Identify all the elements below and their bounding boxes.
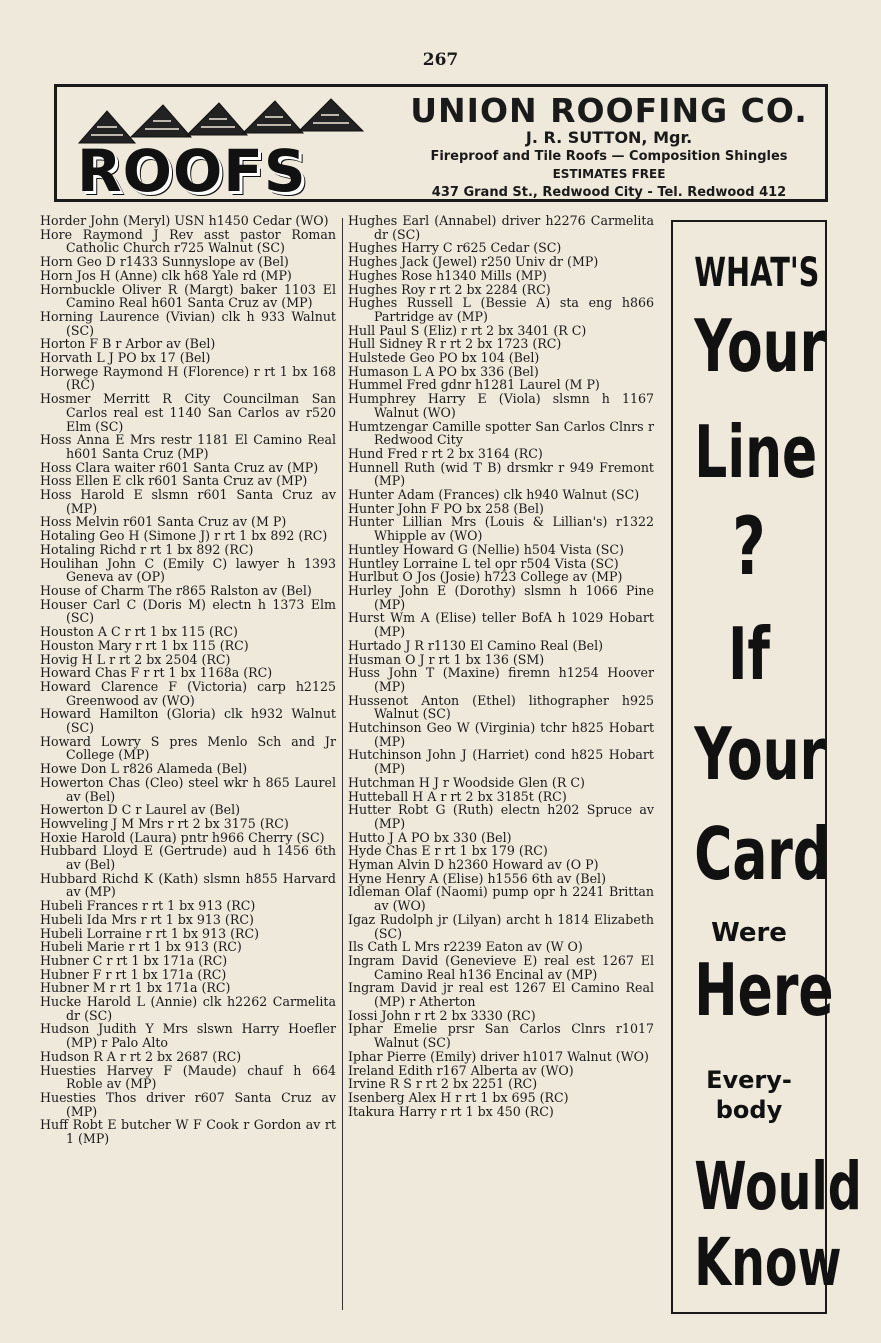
directory-entry: Hussenot Anton (Ethel) lithographer h925 Walnut (SC) (348, 692, 654, 722)
side-ad-word: Your (694, 712, 826, 796)
directory-column-right (348, 214, 654, 1118)
directory-entry: Husman O J r rt 1 bx 136 (SM) (348, 651, 545, 667)
roofs-logo (73, 97, 375, 205)
directory-entry: Horton F B r Arbor av (Bel) (40, 336, 216, 352)
directory-entry: Hoss Harold E slsmn r601 Santa Cruz av (MP) (40, 487, 336, 516)
directory-entry: Hull Sidney R r rt 2 bx 1723 (RC) (348, 336, 562, 352)
page-number: 267 (422, 50, 459, 70)
directory-entry: Huntley Lorraine L tel opr r504 Vista (SC) (348, 555, 619, 571)
directory-entry: Huntley Howard G (Nellie) h504 Vista (SC) (348, 541, 624, 557)
directory-entry: Hoxie Harold (Laura) pntr h966 Cherry (SC) (40, 829, 325, 845)
directory-entry: Hutter Robt G (Ruth) electn h202 Spruce av (MP) (348, 802, 654, 831)
directory-entry: Houston A C r rt 1 bx 115 (RC) (40, 624, 238, 640)
directory-entry: Hubner F r rt 1 bx 171a (RC) (40, 966, 227, 982)
directory-entry: Hutchman H J r Woodside Glen (R C) (348, 774, 585, 790)
directory-entry: Howerton D C r Laurel av (Bel) (40, 802, 241, 818)
directory-entry: Howveling J M Mrs r rt 2 bx 3175 (RC) (40, 815, 289, 831)
directory-entry: Hubeli Lorraine r rt 1 bx 913 (RC) (40, 925, 260, 941)
directory-entry: Humason L A PO bx 336 (Bel) (348, 363, 539, 379)
roofs-logo-text: ROOFS (77, 137, 307, 205)
directory-entry: Hubeli Marie r rt 1 bx 913 (RC) (40, 939, 242, 955)
your-line-ad (671, 220, 862, 1314)
directory-entry: Iphar Pierre (Emily) driver h1017 Walnut (WO) (348, 1048, 649, 1064)
directory-entry: Ils Cath L Mrs r2239 Eaton av (W O) (348, 939, 583, 955)
directory-entry: Hughes Harry C r625 Cedar (SC) (348, 240, 562, 256)
directory-entry: Hovig H L r rt 2 bx 2504 (RC) (40, 651, 231, 667)
directory-entry: Horn Geo D r1433 Sunnyslope av (Bel) (40, 254, 289, 270)
side-ad-word: Here (694, 948, 834, 1032)
directory-entry: Hutto J A PO bx 330 (Bel) (348, 829, 512, 845)
directory-entry: Howard Chas F r rt 1 bx 1168a (RC) (40, 665, 273, 681)
directory-entry: Hughes Roy r rt 2 bx 2284 (RC) (348, 281, 551, 297)
directory-entry: Howerton Chas (Cleo) steel wkr h 865 Laurel av (Bel) (40, 774, 336, 804)
directory-entry: Howard Hamilton (Gloria) clk h932 Walnut (SC) (40, 706, 336, 736)
directory-column-left (40, 214, 336, 1146)
directory-entry: Idleman Olaf (Naomi) pump opr h 2241 Brittan av (WO) (348, 884, 654, 914)
side-ad-word: body (715, 1096, 783, 1124)
side-ad-word: Card (694, 812, 830, 896)
directory-entry: Huff Robt E butcher W F Cook r Gordon av rt 1 (MP) (40, 1117, 336, 1147)
side-ad-word: Know (694, 1224, 842, 1301)
directory-entry: Hunter John F PO bx 258 (Bel) (348, 500, 544, 516)
ad-company-name: UNION ROOFING CO. (410, 91, 808, 130)
directory-entry: Houlihan John C (Emily C) lawyer h 1393 Geneva av (OP) (40, 555, 336, 585)
directory-entry: Hore Raymond J Rev asst pastor Roman Catholic Church r725 Walnut (SC) (40, 226, 336, 256)
directory-entry: Hoss Melvin r601 Santa Cruz av (M P) (40, 514, 287, 530)
directory-entry: Hughes Jack (Jewel) r250 Univ dr (MP) (348, 254, 599, 270)
directory-entry: Hoss Anna E Mrs restr 1181 El Camino Real h601 Santa Cruz (MP) (40, 432, 336, 461)
directory-entry: Hyman Alvin D h2360 Howard av (O P) (348, 857, 599, 873)
directory-entry: Hotaling Richd r rt 1 bx 892 (RC) (40, 541, 254, 557)
ad-address: 437 Grand St., Redwood City - Tel. Redwood 412 (431, 185, 787, 200)
directory-entry: Horwege Raymond H (Florence) r rt 1 bx 168 (RC) (40, 363, 336, 393)
directory-entry: Hulstede Geo PO bx 104 (Bel) (348, 350, 540, 366)
directory-entry: Hurlbut O Jos (Josie) h723 College av (MP) (348, 569, 623, 585)
directory-entry: Howard Lowry S pres Menlo Sch and Jr College (MP) (40, 733, 336, 763)
side-ad-word: If (728, 612, 770, 696)
directory-entry: Hosmer Merritt R City Councilman San Carlos real est 1140 San Carlos av r520 Elm (SC) (40, 391, 336, 434)
directory-entry: Hubner C r rt 1 bx 171a (RC) (40, 952, 228, 968)
directory-entry: Ireland Edith r167 Alberta av (WO) (348, 1062, 574, 1078)
directory-entry: Hull Paul S (Eliz) r rt 2 bx 3401 (R C) (348, 322, 587, 338)
directory-entry: Hughes Earl (Annabel) driver h2276 Carmelita dr (SC) (348, 213, 654, 242)
directory-entry: Isenberg Alex H r rt 1 bx 695 (RC) (348, 1090, 569, 1105)
side-ad-word: Were (711, 918, 787, 948)
side-ad-word: ? (732, 500, 766, 593)
directory-entry: Hughes Russell L (Bessie A) sta eng h866 Partridge av (MP) (348, 295, 654, 324)
directory-entry: Hunter Lillian Mrs (Louis & Lillian's) r1322 Whipple av (WO) (348, 514, 654, 544)
directory-entry: Hyde Chas E r rt 1 bx 179 (RC) (348, 843, 548, 859)
directory-entry: Houston Mary r rt 1 bx 115 (RC) (40, 637, 249, 653)
directory-entry: Horning Laurence (Vivian) clk h 933 Walnut (SC) (40, 308, 336, 338)
directory-entry: Hund Fred r rt 2 bx 3164 (RC) (348, 445, 543, 461)
directory-entry: Hubner M r rt 1 bx 171a (RC) (40, 980, 231, 996)
directory-entry: Hucke Harold L (Annie) clk h2262 Carmelita dr (SC) (40, 994, 336, 1023)
directory-entry: Itakura Harry r rt 1 bx 450 (RC) (348, 1103, 554, 1119)
directory-entry: Hurtado J R r1130 El Camino Real (Bel) (348, 637, 604, 653)
directory-entry: Ingram David jr real est 1267 El Camino Real (MP) r Atherton (348, 980, 654, 1010)
directory-entry: Ingram David (Genevieve E) real est 1267 El Camino Real h136 Encinal av (MP) (348, 952, 654, 982)
ad-estimates: ESTIMATES FREE (552, 167, 666, 181)
ad-manager: J. R. SUTTON, Mgr. (525, 128, 693, 147)
directory-entry: Hurley John E (Dorothy) slsmn h 1066 Pine (MP) (348, 582, 654, 612)
directory-entry: Horvath L J PO bx 17 (Bel) (40, 350, 211, 366)
side-ad-word: Every- (706, 1066, 792, 1094)
directory-entry: Hunter Adam (Frances) clk h940 Walnut (SC) (348, 487, 640, 503)
directory-entry: Hurst Wm A (Elise) teller BofA h 1029 Hobart (MP) (348, 610, 654, 640)
directory-entry: Hoss Ellen E clk r601 Santa Cruz av (MP) (40, 473, 308, 489)
directory-entry: Hutteball H A r rt 2 bx 3185t (RC) (348, 788, 567, 804)
ad-products: Fireproof and Tile Roofs — Composition Shingles (430, 149, 788, 164)
directory-entry: Humphrey Harry E (Viola) slsmn h 1167 Walnut (WO) (348, 391, 654, 420)
directory-entry: House of Charm The r865 Ralston av (Bel) (40, 582, 312, 598)
directory-entry: Hudson R A r rt 2 bx 2687 (RC) (40, 1048, 242, 1064)
directory-entry: Hutchinson Geo W (Virginia) tchr h825 Hobart (MP) (348, 720, 654, 749)
directory-entry: Howe Don L r826 Alameda (Bel) (40, 761, 248, 777)
directory-entry: Hornbuckle Oliver R (Margt) baker 1103 El Camino Real h601 Santa Cruz av (MP) (40, 281, 336, 311)
directory-entry: Hoss Clara waiter r601 Santa Cruz av (MP) (40, 459, 319, 475)
directory-entry: Iphar Emelie prsr San Carlos Clnrs r1017 Walnut (SC) (348, 1021, 654, 1051)
directory-entry: Igaz Rudolph jr (Lilyan) archt h 1814 Elizabeth (SC) (348, 911, 654, 941)
directory-entry: Hutchinson John J (Harriet) cond h825 Hobart (MP) (348, 747, 654, 777)
column-divider (342, 218, 343, 1310)
side-ad-word: Would (694, 1148, 862, 1225)
directory-entry: Hughes Rose h1340 Mills (MP) (348, 267, 547, 283)
union-roofing-ad (54, 84, 828, 205)
directory-entry: Huesties Harvey F (Maude) chauf h 664 Roble av (MP) (40, 1062, 336, 1092)
directory-entry: Howard Clarence F (Victoria) carp h2125 Greenwood av (WO) (40, 678, 336, 708)
directory-entry: Hyne Henry A (Elise) h1556 6th av (Bel) (348, 870, 606, 886)
directory-entry: Iossi John r rt 2 bx 3330 (RC) (348, 1007, 536, 1023)
directory-entry: Hotaling Geo H (Simone J) r rt 1 bx 892 (RC) (40, 528, 328, 544)
side-ad-word: WHAT'S (694, 250, 820, 296)
directory-entry: Irvine R S r rt 2 bx 2251 (RC) (348, 1076, 538, 1092)
directory-entry: Huss John T (Maxine) firemn h1254 Hoover (MP) (348, 665, 654, 694)
side-ad-word: Your (694, 304, 826, 388)
directory-entry: Hubeli Frances r rt 1 bx 913 (RC) (40, 898, 256, 914)
directory-entry: Hubbard Lloyd E (Gertrude) aud h 1456 6th av (Bel) (40, 843, 336, 873)
directory-entry: Huesties Thos driver r607 Santa Cruz av (MP) (40, 1090, 336, 1119)
side-ad-word: Line (694, 410, 818, 494)
directory-entry: Hummel Fred gdnr h1281 Laurel (M P) (348, 377, 600, 393)
directory-entry: Hubbard Richd K (Kath) slsmn h855 Harvard av (MP) (40, 870, 336, 900)
directory-entry: Hudson Judith Y Mrs slswn Harry Hoefler (MP) r Palo Alto (40, 1021, 336, 1051)
directory-entry: Hunnell Ruth (wid T B) drsmkr r 949 Fremont (MP) (348, 459, 654, 489)
directory-entry: Horder John (Meryl) USN h1450 Cedar (WO) (40, 213, 329, 228)
directory-entry: Horn Jos H (Anne) clk h68 Yale rd (MP) (40, 267, 292, 283)
directory-entry: Humtzengar Camille spotter San Carlos Clnrs r Redwood City (348, 418, 654, 448)
directory-entry: Hubeli Ida Mrs r rt 1 bx 913 (RC) (40, 911, 254, 927)
directory-entry: Houser Carl C (Doris M) electn h 1373 Elm (SC) (40, 596, 336, 626)
